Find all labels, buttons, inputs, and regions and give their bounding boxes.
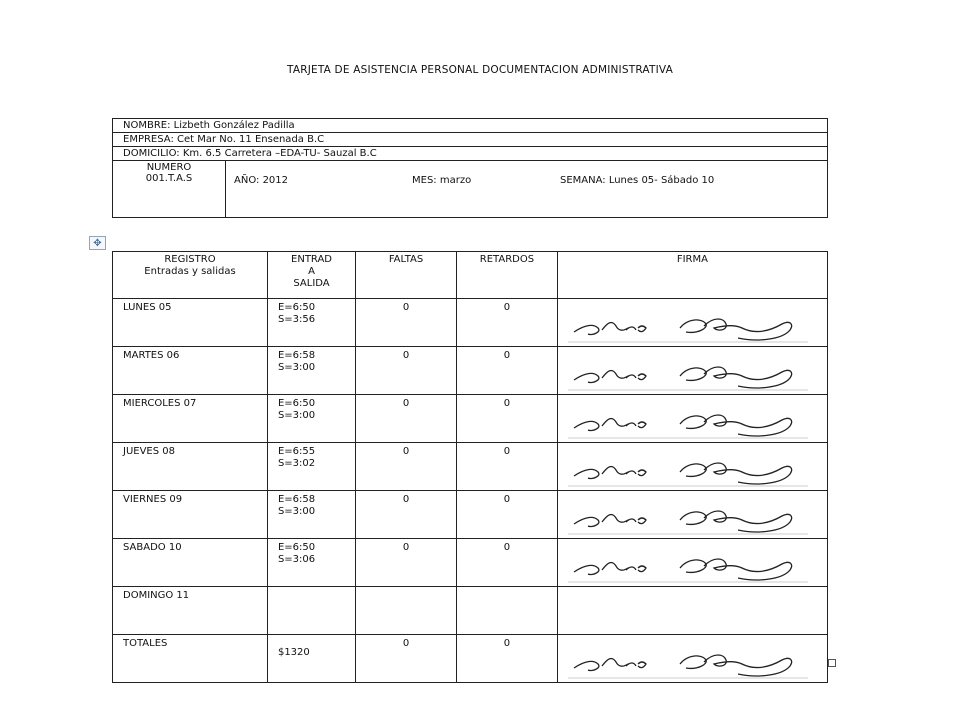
faltas-cell: 0: [356, 443, 457, 491]
entrada-salida-cell: [267, 299, 355, 347]
table-row: [113, 395, 828, 443]
day-cell: MIERCOLES 07: [113, 395, 268, 443]
move-arrows-icon[interactable]: ✥: [89, 236, 106, 250]
firma-cell: [557, 347, 827, 395]
faltas-cell: 0: [356, 347, 457, 395]
salida-time: S=3:06: [277, 554, 316, 565]
signature-image: [568, 454, 808, 488]
firma-cell: [557, 443, 827, 491]
day-cell: JUEVES 08: [113, 443, 268, 491]
salida-time: S=3:02: [277, 458, 316, 469]
entrada-time: E=6:55: [277, 446, 316, 457]
firma-cell: [557, 395, 827, 443]
anio-field: AÑO: 2012: [234, 175, 289, 186]
retardos-cell: 0: [457, 539, 558, 587]
header-entrada-salida: ENTRAD A SALIDA: [267, 252, 355, 299]
signature-image: [568, 358, 808, 392]
entrada-time: E=6:50: [277, 398, 316, 409]
header-faltas: FALTAS: [356, 252, 457, 299]
totales-value: $1320: [277, 647, 310, 658]
entrada-time: E=6:58: [277, 350, 316, 361]
faltas-cell: 0: [356, 491, 457, 539]
table-row: [113, 347, 828, 395]
day-cell: VIERNES 09: [113, 491, 268, 539]
table-resize-handle[interactable]: [828, 659, 836, 667]
retardos-cell: 0: [457, 491, 558, 539]
signature-image: [568, 646, 808, 680]
document-title: TARJETA DE ASISTENCIA PERSONAL DOCUMENTACION ADMINISTRATIVA: [287, 64, 673, 76]
employee-info-table: [112, 118, 828, 218]
signature-image: [568, 502, 808, 536]
header-firma: FIRMA: [557, 252, 827, 299]
firma-cell: [557, 491, 827, 539]
mes-field: MES: marzo: [412, 175, 472, 186]
table-row: [113, 539, 828, 587]
entrada-salida-cell: [267, 587, 355, 635]
entrada-salida-cell: [267, 395, 355, 443]
empresa-line: EMPRESA: Cet Mar No. 11 Ensenada B.C: [113, 133, 828, 147]
entrada-time: E=6:50: [277, 302, 316, 313]
salida-time: S=3:00: [277, 506, 316, 517]
entrada-salida-cell: [267, 539, 355, 587]
numero-cell: [113, 161, 226, 218]
salida-time: S=3:00: [277, 362, 316, 373]
totales-firma-cell: [557, 635, 827, 683]
totales-label: TOTALES: [113, 635, 268, 683]
retardos-cell: 0: [457, 299, 558, 347]
totales-faltas: 0: [356, 635, 457, 683]
entrada-salida-cell: [267, 347, 355, 395]
entrada-salida-cell: [267, 443, 355, 491]
day-cell: SABADO 10: [113, 539, 268, 587]
day-cell: DOMINGO 11: [113, 587, 268, 635]
table-row: [113, 491, 828, 539]
table-row: [113, 443, 828, 491]
retardos-cell: 0: [457, 443, 558, 491]
domicilio-line: DOMICILIO: Km. 6.5 Carretera –EDA-TU- Sauzal B.C: [113, 147, 828, 161]
day-cell: MARTES 06: [113, 347, 268, 395]
faltas-cell: 0: [356, 395, 457, 443]
entrada-time: E=6:58: [277, 494, 316, 505]
salida-time: S=3:56: [277, 314, 316, 325]
attendance-header-row: [113, 252, 828, 299]
numero-value: 001.T.A.S: [145, 173, 193, 184]
semana-field: SEMANA: Lunes 05- Sábado 10: [560, 175, 715, 186]
salida-time: S=3:00: [277, 410, 316, 421]
totales-retardos: 0: [457, 635, 558, 683]
faltas-cell: [356, 587, 457, 635]
table-row: [113, 587, 828, 635]
retardos-cell: [457, 587, 558, 635]
firma-cell: [557, 587, 827, 635]
totales-row: [113, 635, 828, 683]
table-row: [113, 299, 828, 347]
totales-value-cell: [267, 635, 355, 683]
signature-image: [568, 406, 808, 440]
entrada-time: E=6:50: [277, 542, 316, 553]
signature-image: [568, 310, 808, 344]
entrada-salida-cell: [267, 491, 355, 539]
signature-image: [568, 550, 808, 584]
period-cell: [226, 161, 828, 218]
nombre-line: NOMBRE: Lizbeth González Padilla: [113, 119, 828, 133]
firma-cell: [557, 299, 827, 347]
header-retardos: RETARDOS: [457, 252, 558, 299]
day-cell: LUNES 05: [113, 299, 268, 347]
retardos-cell: 0: [457, 395, 558, 443]
numero-label: NUMERO: [146, 162, 192, 173]
attendance-table: [112, 251, 828, 683]
firma-cell: [557, 539, 827, 587]
faltas-cell: 0: [356, 299, 457, 347]
header-registro: REGISTRO Entradas y salidas: [113, 252, 268, 299]
retardos-cell: 0: [457, 347, 558, 395]
faltas-cell: 0: [356, 539, 457, 587]
